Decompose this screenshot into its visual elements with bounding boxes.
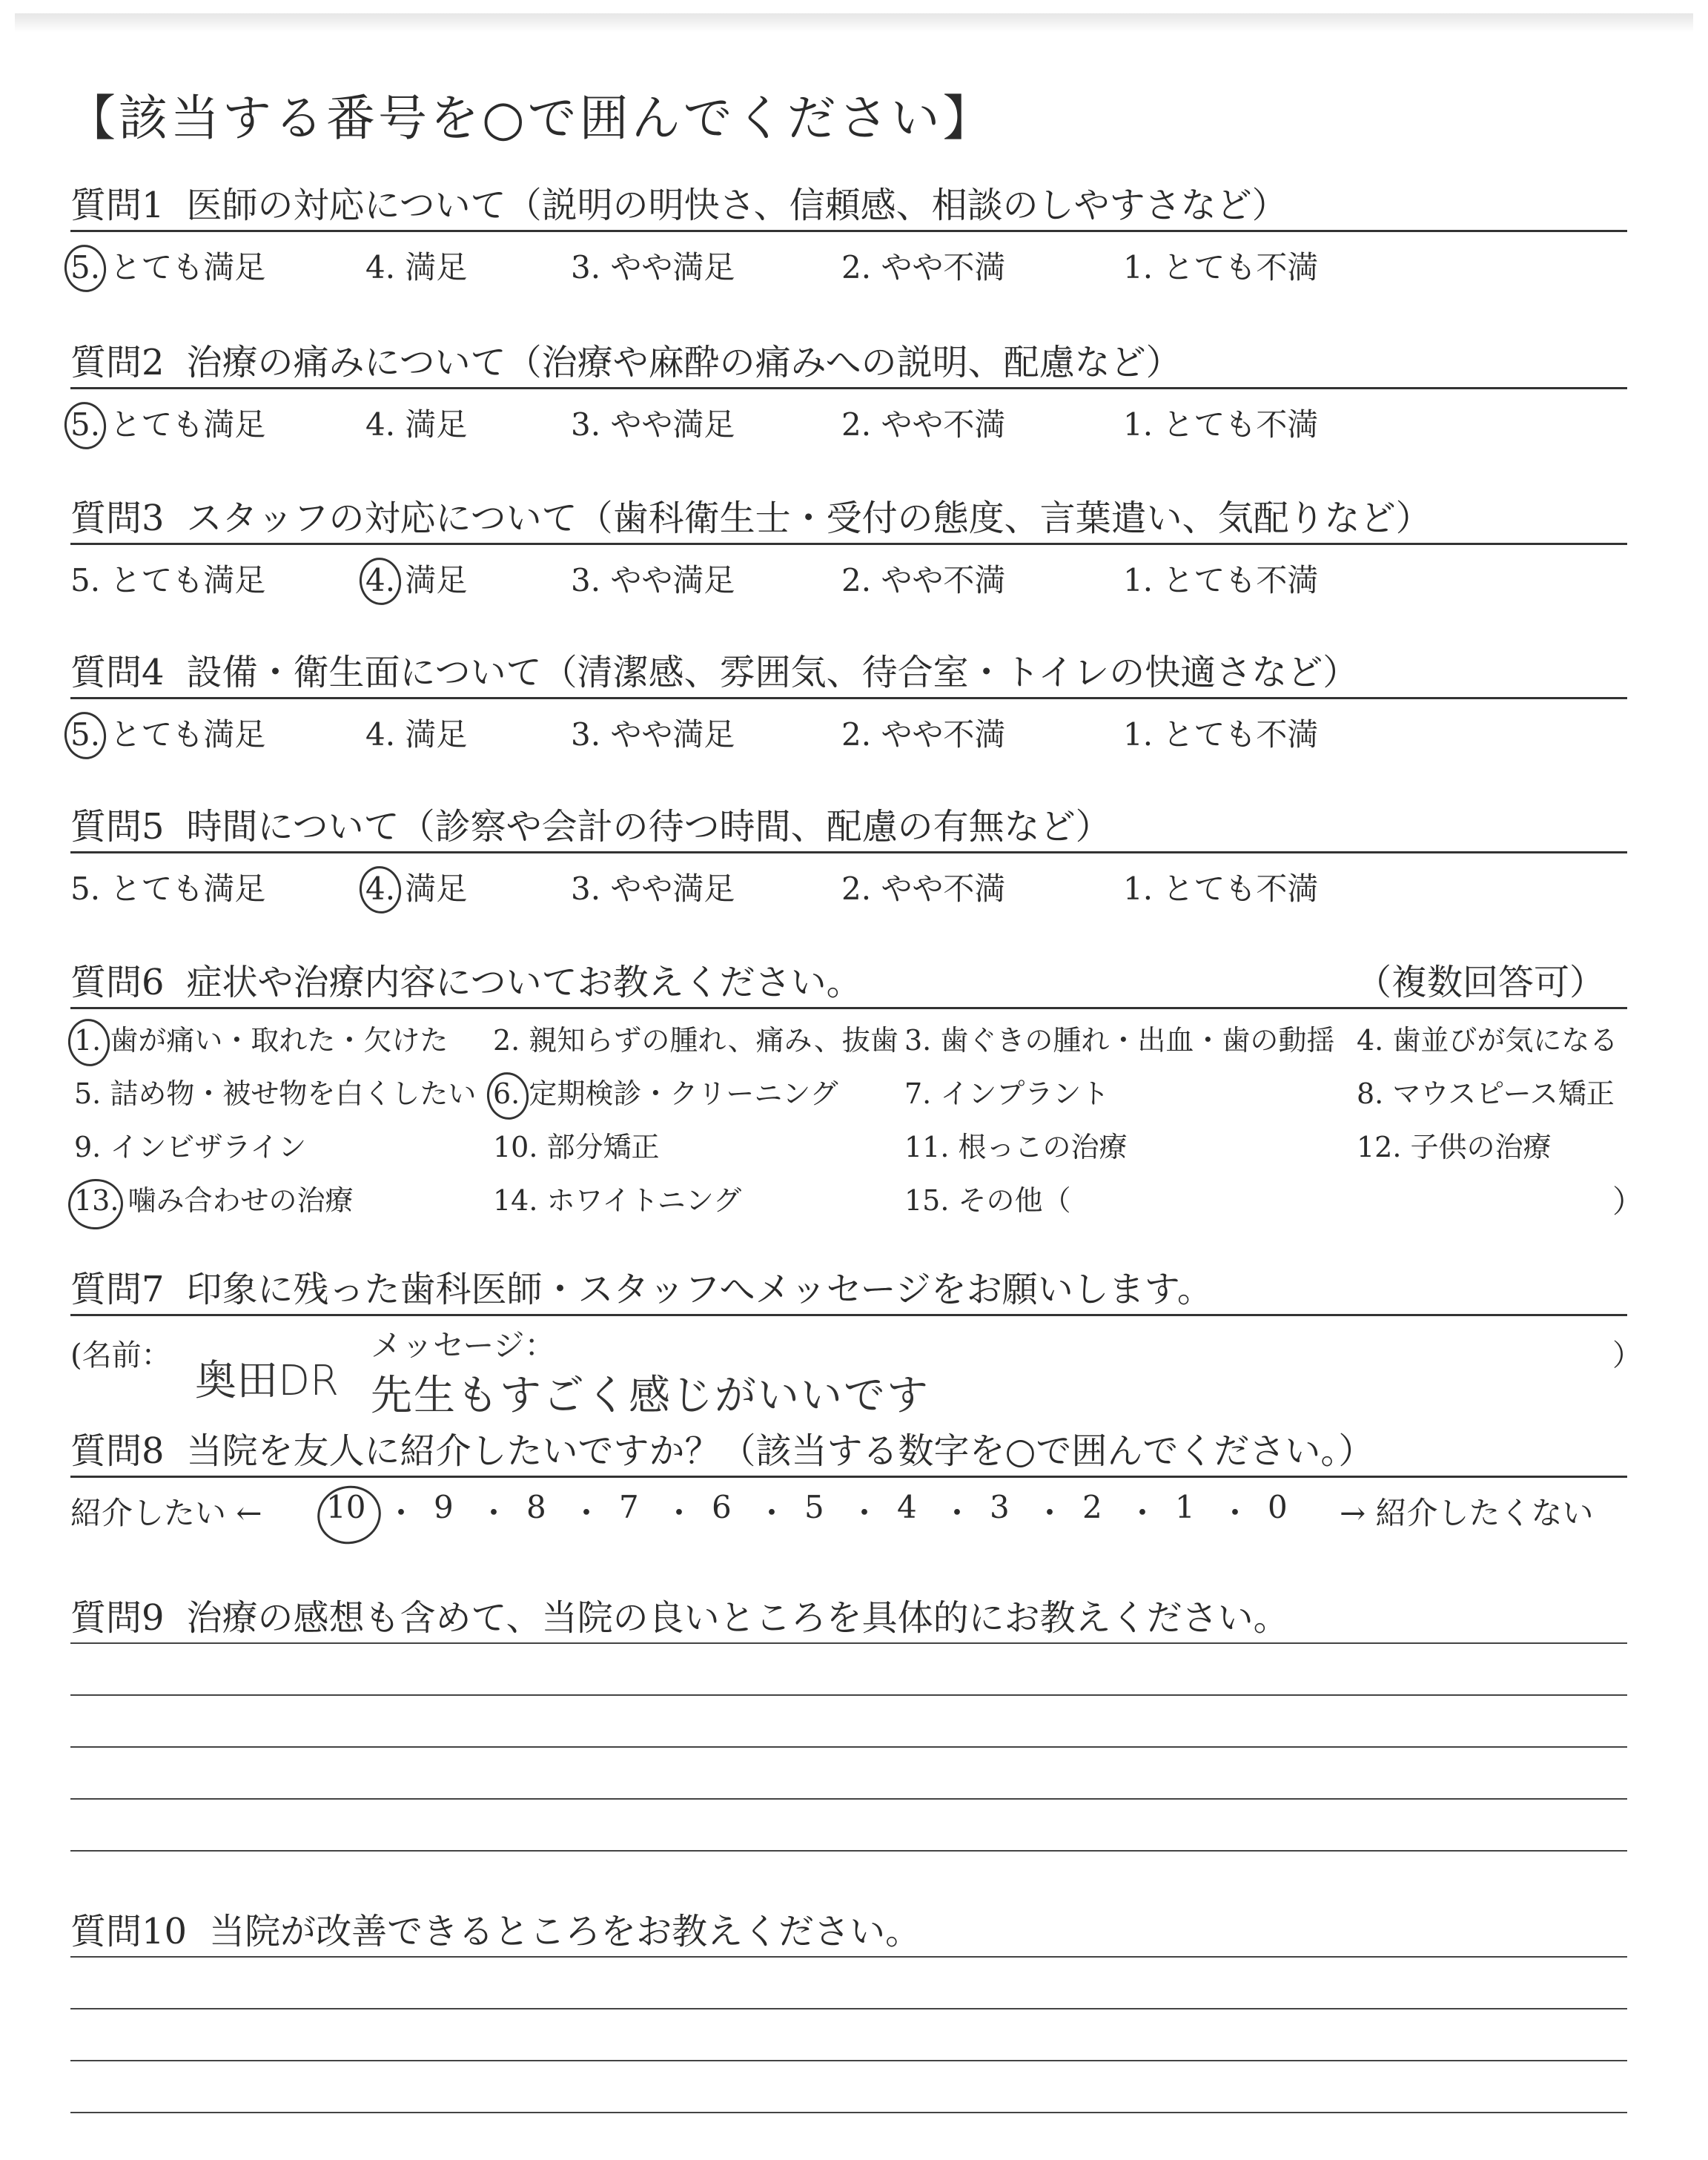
scale-dot: ・ [1034, 1495, 1066, 1531]
symptom-option-15[interactable]: 15. その他（ [904, 1184, 1071, 1217]
scale-left-label: 紹介したい ← [70, 1495, 262, 1531]
option-4[interactable]: 4. 満足 [365, 865, 467, 909]
question-header [70, 176, 1627, 230]
question-label: 質問3 [70, 498, 165, 539]
divider [70, 1476, 1627, 1478]
question-text: 当院を友人に紹介したいですか？（該当する数字を○で囲んでください。） [186, 1430, 1374, 1472]
scale-2[interactable]: 2 [1082, 1489, 1102, 1525]
scale-7[interactable]: 7 [619, 1489, 639, 1525]
scale-dot: ・ [385, 1495, 417, 1531]
message-label: メッセージ： [371, 1327, 556, 1364]
divider [70, 387, 1627, 389]
question-label: 質問10 [70, 1911, 188, 1952]
symptom-option-14[interactable]: 14. ホワイトニング [493, 1184, 742, 1217]
option-2[interactable]: 2. やや不満 [841, 249, 1006, 285]
question-text: 治療の感想も含めて、当院の良いところを具体的にお教えください。 [186, 1597, 1289, 1639]
question-text: 治療の痛みについて（治療や麻酔の痛みへの説明、配慮など） [186, 342, 1182, 383]
answer-line[interactable] [70, 1642, 1627, 1644]
question-label: 質問5 [70, 806, 165, 848]
question-label: 質問2 [70, 342, 165, 383]
symptom-option-12[interactable]: 12. 子供の治療 [1357, 1131, 1552, 1163]
scale-dot: ・ [663, 1495, 695, 1531]
symptom-option-6[interactable]: 6. 定期検診・クリーニング [493, 1071, 838, 1112]
answer-line[interactable] [70, 1694, 1627, 1696]
question-header [70, 1903, 1627, 1956]
question-label: 質問9 [70, 1597, 165, 1639]
question-text: 設備・衛生面について（清潔感、雰囲気、待合室・トイレの快適さなど） [186, 652, 1359, 693]
option-5[interactable]: 5. とても満足 [70, 710, 265, 755]
handwritten-message[interactable]: 先生もすごく感じがいいです [371, 1372, 930, 1420]
symptom-option-13[interactable]: 13. 噛み合わせの治療 [74, 1178, 354, 1218]
option-3[interactable]: 3. やや満足 [571, 406, 735, 443]
option-2[interactable]: 2. やや不満 [841, 406, 1006, 443]
hand-drawn-circle [311, 1479, 387, 1550]
scale-6[interactable]: 6 [712, 1489, 732, 1525]
option-5[interactable]: 5. とても満足 [70, 400, 265, 445]
question-label: 質問1 [70, 185, 165, 226]
divider [70, 543, 1627, 545]
divider [70, 697, 1627, 699]
scale-dot: ・ [1219, 1495, 1251, 1531]
rating-options [70, 865, 1627, 909]
option-1[interactable]: 1. とても不満 [1123, 871, 1319, 907]
scale-dot: ・ [571, 1495, 603, 1531]
symptom-option-8[interactable]: 8. マウスピース矯正 [1357, 1077, 1615, 1110]
scale-right-label: → 紹介したくない [1340, 1495, 1594, 1531]
option-3[interactable]: 3. やや満足 [571, 562, 735, 598]
rating-options [70, 243, 1627, 288]
question-header [70, 1261, 1627, 1314]
question-text: 時間について（診察や会計の待つ時間、配慮の有無など） [186, 806, 1111, 848]
rating-options [70, 556, 1627, 601]
rating-options [70, 710, 1627, 755]
option-5[interactable]: 5. とても満足 [70, 243, 265, 288]
option-4[interactable]: 4. 満足 [365, 249, 468, 285]
divider [70, 230, 1627, 232]
question-text: 医師の対応について（説明の明快さ、信頼感、相談のしやすさなど） [186, 185, 1288, 226]
question-text: 当院が改善できるところをお教えください。 [209, 1911, 921, 1952]
symptom-option-2[interactable]: 2. 親知らずの腫れ、痛み、抜歯 [493, 1024, 898, 1057]
symptom-option-11[interactable]: 11. 根っこの治療 [904, 1131, 1128, 1163]
option-4[interactable]: 4. 満足 [365, 556, 467, 601]
message-close-paren: ） [1612, 1338, 1642, 1373]
answer-line[interactable] [70, 2112, 1627, 2113]
multiple-answers-note: （複数回答可） [1355, 962, 1605, 1003]
option-2[interactable]: 2. やや不満 [841, 562, 1006, 598]
question-label: 質問8 [70, 1430, 165, 1472]
question-header [70, 798, 1627, 851]
option-3[interactable]: 3. やや満足 [571, 716, 735, 753]
page-title: 【該当する番号を○で囲んでください】 [67, 90, 995, 147]
scale-dot: ・ [849, 1495, 881, 1531]
question-header [70, 334, 1627, 387]
divider [70, 1314, 1627, 1316]
question-text: スタッフの対応について（歯科衛生士・受付の態度、言葉遣い、気配りなど） [186, 498, 1431, 539]
question-header [70, 489, 1627, 543]
answer-line[interactable] [70, 1798, 1627, 1800]
question-label: 質問6 [70, 962, 165, 1003]
scale-9[interactable]: 9 [434, 1489, 454, 1525]
scale-4[interactable]: 4 [897, 1489, 917, 1525]
option-2[interactable]: 2. やや不満 [841, 871, 1006, 907]
symptom-option-1[interactable]: 1. 歯が痛い・取れた・欠けた [74, 1017, 448, 1058]
option-4[interactable]: 4. 満足 [365, 716, 468, 753]
answer-line[interactable] [70, 2060, 1627, 2061]
scale-dot: ・ [1127, 1495, 1159, 1531]
scale-5[interactable]: 5 [804, 1489, 824, 1525]
symptom-option-10[interactable]: 10. 部分矯正 [493, 1131, 660, 1163]
question-header [70, 1422, 1627, 1476]
handwritten-name[interactable]: 奥田DR [195, 1357, 340, 1405]
scan-edge-shadow [15, 13, 1693, 33]
divider [70, 851, 1627, 853]
scale-dot: ・ [478, 1495, 510, 1531]
question-label: 質問4 [70, 652, 165, 693]
option-2[interactable]: 2. やや不満 [841, 716, 1006, 753]
symptom-option-4[interactable]: 4. 歯並びが気になる [1357, 1024, 1618, 1057]
divider [70, 1007, 1627, 1009]
question-header [70, 644, 1627, 697]
rating-options [70, 400, 1627, 445]
scale-0[interactable]: 0 [1268, 1489, 1288, 1525]
answer-line[interactable] [70, 2008, 1627, 2009]
scale-8[interactable]: 8 [526, 1489, 546, 1525]
option-4[interactable]: 4. 満足 [365, 406, 468, 443]
question-text: 症状や治療内容についてお教えください。 [186, 962, 862, 1003]
answer-line[interactable] [70, 1850, 1627, 1852]
option-1[interactable]: 1. とても不満 [1123, 406, 1319, 443]
question-header [70, 1589, 1627, 1642]
option-5[interactable]: 5. とても満足 [70, 562, 266, 598]
scale-1[interactable]: 1 [1175, 1489, 1195, 1525]
scale-10[interactable]: 10 [326, 1489, 365, 1525]
symptom-option-7[interactable]: 7. インプラント [904, 1077, 1110, 1110]
scale-dot: ・ [756, 1495, 788, 1531]
recommend-scale [70, 1489, 1627, 1541]
other-close-paren: ） [1612, 1183, 1644, 1220]
symptom-option-3[interactable]: 3. 歯ぐきの腫れ・出血・歯の動揺 [904, 1024, 1335, 1057]
name-label: (名前： [70, 1338, 171, 1373]
symptom-option-5[interactable]: 5. 詰め物・被せ物を白くしたい [74, 1077, 477, 1110]
option-3[interactable]: 3. やや満足 [571, 871, 735, 907]
answer-line[interactable] [70, 1956, 1627, 1958]
option-1[interactable]: 1. とても不満 [1123, 562, 1319, 598]
scale-dot: ・ [941, 1495, 973, 1531]
option-1[interactable]: 1. とても不満 [1123, 249, 1319, 285]
option-5[interactable]: 5. とても満足 [70, 871, 266, 907]
symptom-option-9[interactable]: 9. インビザライン [74, 1131, 307, 1163]
question-header [70, 954, 1627, 1007]
scale-3[interactable]: 3 [990, 1489, 1010, 1525]
option-3[interactable]: 3. やや満足 [571, 249, 735, 285]
option-1[interactable]: 1. とても不満 [1123, 716, 1319, 753]
answer-line[interactable] [70, 1746, 1627, 1748]
question-label: 質問7 [70, 1269, 165, 1310]
question-text: 印象に残った歯科医師・スタッフへメッセージをお願いします。 [186, 1269, 1213, 1310]
